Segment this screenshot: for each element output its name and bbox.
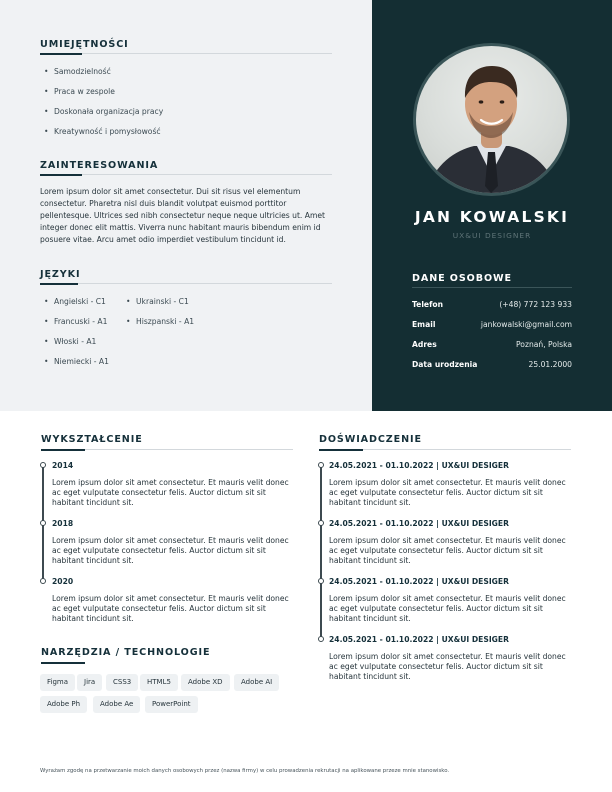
skill-item: • Doskonała organizacja pracy: [44, 107, 163, 116]
experience-title: DOŚWIADCZENIE: [319, 434, 422, 445]
tools-rule-accent: [41, 662, 85, 664]
language-item: • Włoski - A1: [44, 337, 96, 346]
person-name: JAN KOWALSKI: [414, 208, 570, 226]
experience-text: Lorem ipsum dolor sit amet consectetur. Et mauris velit donec ac eget vulputate consectetur felis. Auctor dictum sit sit habitant tincidunt sit.: [329, 536, 566, 565]
education-year: 2018: [52, 519, 74, 528]
personal-value: jankowalski@gmail.com: [480, 320, 572, 329]
languages-title: JĘZYKI: [40, 269, 81, 280]
education-text: Lorem ipsum dolor sit amet consectetur. Et mauris velit donec ac eget vulputate consectetur felis. Auctor dictum sit sit habitant tincidunt sit.: [52, 594, 289, 623]
profile-photo-frame: [413, 43, 570, 196]
experience-timeline: [320, 466, 322, 640]
education-text: Lorem ipsum dolor sit amet consectetur. Et mauris velit donec ac eget vulputate consectetur felis. Auctor dictum sit sit habitant tincidunt sit.: [52, 536, 289, 565]
personal-label: Data urodzenia: [412, 360, 478, 369]
profile-photo: [416, 46, 567, 193]
consent-clause: Wyrażam zgodę na przetwarzanie moich danych osobowych przez (nazwa firmy) w celu prowadzenia rekrutacji na aplikowane przeze mnie stanowisko.: [40, 768, 450, 774]
skill-item: • Praca w zespole: [44, 87, 115, 96]
personal-data-rule: [412, 287, 572, 288]
experience-heading: 24.05.2021 - 01.10.2022 | UX&UI DESIGER: [329, 461, 509, 470]
experience-heading: 24.05.2021 - 01.10.2022 | UX&UI DESIGER: [329, 519, 509, 528]
person-illustration: [416, 46, 567, 193]
language-item: • Niemiecki - A1: [44, 357, 109, 366]
education-year: 2020: [52, 577, 74, 586]
language-item: • Ukrainski - C1: [126, 297, 189, 306]
personal-value: 25.01.2000: [528, 360, 572, 369]
tool-tag: CSS3: [106, 674, 138, 691]
tool-tag: Jira: [77, 674, 102, 691]
personal-data-title: DANE OSOBOWE: [412, 273, 512, 284]
education-rule-accent: [41, 449, 85, 451]
timeline-dot: [318, 578, 324, 584]
tools-title: NARZĘDZIA / TECHNOLOGIE: [41, 647, 211, 658]
timeline-dot: [40, 578, 46, 584]
skills-rule: [40, 53, 332, 54]
language-item: • Hiszpanski - A1: [126, 317, 194, 326]
personal-label: Adres: [412, 340, 437, 349]
experience-heading: 24.05.2021 - 01.10.2022 | UX&UI DESIGER: [329, 577, 509, 586]
interests-rule: [40, 174, 332, 175]
tool-tag: Adobe Ph: [40, 696, 87, 713]
language-item: • Francuski - A1: [44, 317, 107, 326]
timeline-dot: [40, 462, 46, 468]
experience-rule-accent: [319, 449, 363, 451]
skill-item: • Kreatywność i pomysłowość: [44, 127, 161, 136]
personal-value: (+48) 772 123 933: [499, 300, 572, 309]
language-item: • Angielski - C1: [44, 297, 106, 306]
skills-rule-accent: [40, 53, 82, 55]
person-role: UX&UI DESIGNER: [452, 231, 532, 240]
education-year: 2014: [52, 461, 74, 470]
tool-tag: Figma: [40, 674, 75, 691]
experience-text: Lorem ipsum dolor sit amet consectetur. Et mauris velit donec ac eget vulputate consectetur felis. Auctor dictum sit sit habitant tincidunt sit.: [329, 652, 566, 681]
experience-text: Lorem ipsum dolor sit amet consectetur. Et mauris velit donec ac eget vulputate consectetur felis. Auctor dictum sit sit habitant tincidunt sit.: [329, 594, 566, 623]
personal-value: Poznań, Polska: [516, 340, 572, 349]
tool-tag: HTML5: [140, 674, 178, 691]
personal-label: Email: [412, 320, 436, 329]
interests-title: ZAINTERESOWANIA: [40, 160, 159, 171]
interests-text: Lorem ipsum dolor sit amet consectetur. Dui sit risus vel elementum consectetur. Pharetra nisl duis blandit volutpat euismod porttitor pellentesque. Ultrices sed nibh consectetur neque neque ultricies ut. Amet integer donec elit mattis. Viverra nunc habitant mauris bibendum enim id posuere vitae. Arcu amet odio imperdiet vestibulum tincidunt id.: [40, 187, 325, 244]
tool-tag: Adobe AI: [234, 674, 279, 691]
experience-heading: 24.05.2021 - 01.10.2022 | UX&UI DESIGER: [329, 635, 509, 644]
experience-text: Lorem ipsum dolor sit amet consectetur. Et mauris velit donec ac eget vulputate consectetur felis. Auctor dictum sit sit habitant tincidunt sit.: [329, 478, 566, 507]
languages-rule: [40, 283, 332, 284]
skills-title: UMIEJĘTNOŚCI: [40, 39, 129, 50]
interests-rule-accent: [40, 174, 82, 176]
personal-label: Telefon: [412, 300, 444, 309]
timeline-dot: [318, 520, 324, 526]
tool-tag: Adobe Ae: [93, 696, 140, 713]
timeline-dot: [318, 462, 324, 468]
timeline-dot: [40, 520, 46, 526]
skill-item: • Samodzielność: [44, 67, 111, 76]
timeline-dot: [318, 636, 324, 642]
education-text: Lorem ipsum dolor sit amet consectetur. Et mauris velit donec ac eget vulputate consectetur felis. Auctor dictum sit sit habitant tincidunt sit.: [52, 478, 289, 507]
tool-tag: PowerPoint: [145, 696, 198, 713]
languages-rule-accent: [40, 283, 78, 285]
tool-tag: Adobe XD: [181, 674, 230, 691]
education-title: WYKSZTAŁCENIE: [41, 434, 143, 445]
